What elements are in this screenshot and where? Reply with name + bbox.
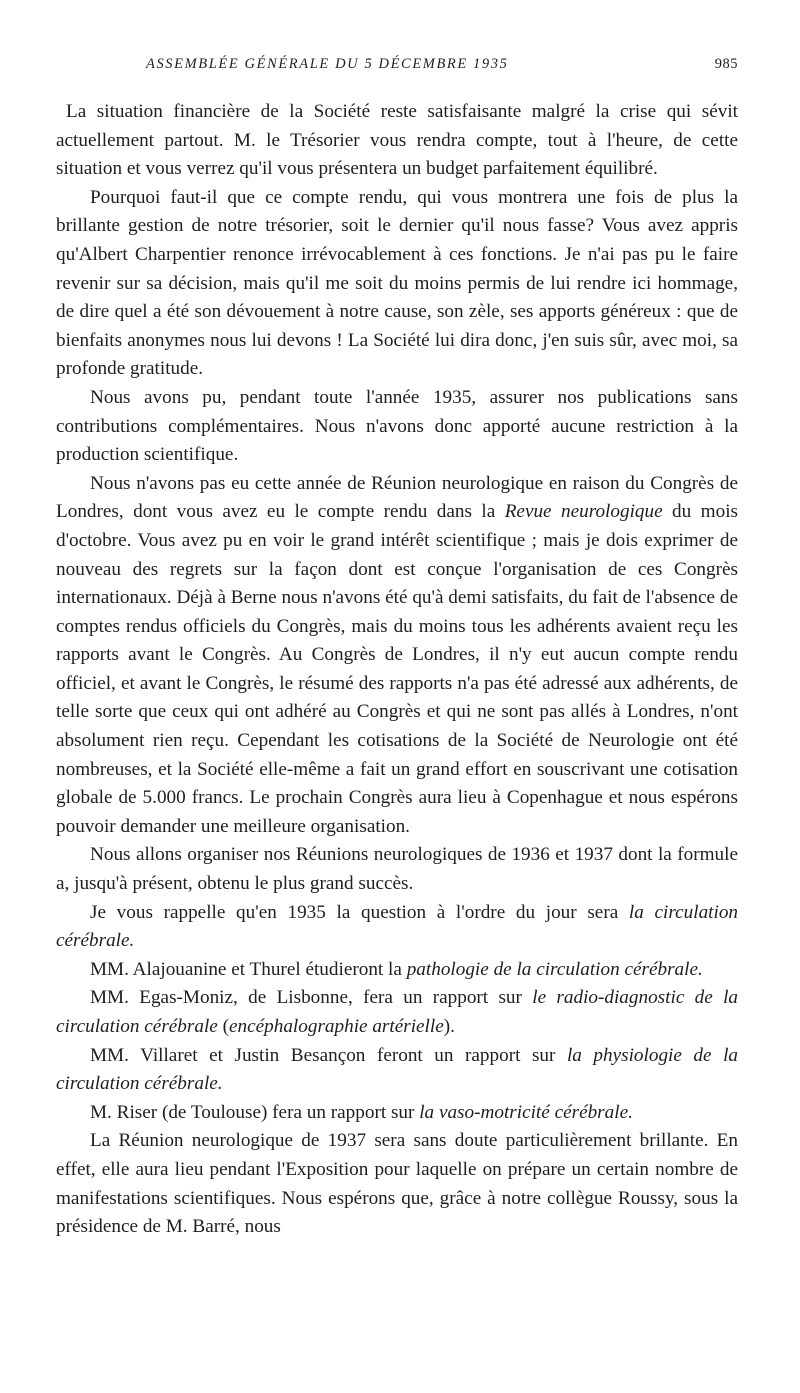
paragraph-text: M. Riser (de Toulouse) fera un rapport sur: [90, 1101, 415, 1123]
paragraph-london-congress: [56, 470, 738, 842]
paragraph-text: MM. Villaret et Justin Besançon feront un rapport sur: [90, 1044, 556, 1066]
paragraph-text: du mois d'octobre. Vous avez pu en voir le grand intérêt scientifique ; mais je dois exprimer de nouveau des regrets sur la façon dont est conçue l'organisation de ces Congrès internationaux. Déjà à Berne nous n'avons été qu'à demi satisfaits, du fait de l'absence de comptes rendus officiels du Congrès, mais du moins tous les adhérents avaient reçu les rapports avant le Congrès. Au Congrès de Londres, il n'y eut aucun compte rendu officiel, et avant le Congrès, le résumé des rapports n'a pas été adressé aux adhérents, de telle sorte que ceux qui ont adhéré au Congrès et qui ne sont pas allés à Londres, n'ont absolument rien reçu. Cependant les cotisations de la Société de Neurologie ont été nombreuses, et la Société elle-même a fait un grand effort en souscrivant une cotisation globale de 5.000 francs. Le prochain Congrès aura lieu à Copenhague et nous espérons pouvoir demander une meilleure organisation.: [56, 501, 738, 837]
body-text: [56, 98, 738, 1242]
paragraph-egas-moniz: [56, 984, 738, 1041]
journal-title: Revue neurologique: [504, 501, 663, 523]
running-header: [56, 50, 738, 80]
topic-italic: la circulation cérébrale.: [56, 901, 739, 952]
topic-italic: la vaso-motricité cérébrale.: [419, 1101, 633, 1123]
paragraph-agenda: [56, 899, 738, 956]
paren-close: ).: [443, 1016, 455, 1037]
paragraph-text: La situation financière de la Société reste satisfaisante malgré la crise qui sévit actuellement partout. M. le Trésorier vous rendra compte, tout à l'heure, de cette situation et vous verrez qu'il vous présentera un budget parfaitement équilibré.: [56, 101, 738, 180]
paragraph-alajouanine: [56, 956, 738, 985]
paragraph-treasurer: [56, 184, 738, 384]
paragraph-text: Nous allons organiser nos Réunions neurologiques de 1936 et 1937 dont la formule a, jusqu'à présent, obtenu le plus grand succès.: [56, 844, 738, 895]
paragraph-villaret: [56, 1042, 738, 1099]
paragraph-text: Pourquoi faut-il que ce compte rendu, qui vous montrera une fois de plus la brillante gestion de notre trésorier, soit le dernier qu'il nous fasse? Vous avez appris qu'Albert Charpentier renonce irrévocablement à ces fonctions. Je n'ai pas pu le faire revenir sur sa décision, mais qu'il me soit du moins permis de lui rendre ici hommage, de dire quel a été son dévouement à notre cause, son zèle, ses apports généreux : que de bienfaits anonymes nous lui devons ! La Société lui dira donc, j'en suis sûr, avec moi, sa profonde gratitude.: [56, 186, 738, 380]
topic-italic: pathologie de la circulation cérébrale.: [406, 958, 703, 980]
paragraph-text: Nous n'avons pas eu cette année de Réunion neurologique en raison du Congrès de Londres, dont vous avez eu le compte rendu dans la: [56, 472, 738, 523]
paragraph-reunions: [56, 841, 738, 898]
document-page: [56, 50, 738, 1242]
page-number: 985: [714, 56, 738, 72]
topic-italic: le radio-diagnostic de la circulation cérébrale: [56, 987, 739, 1037]
topic-italic: la physiologie de la circulation cérébrale.: [56, 1044, 739, 1095]
paragraph-publications: [56, 384, 738, 470]
paragraph-text: Je vous rappelle qu'en 1935 la question à l'ordre du jour sera: [90, 901, 619, 923]
paragraph-text: La Réunion neurologique de 1937 sera sans doute particulièrement brillante. En effet, elle aura lieu pendant l'Exposition pour laquelle on prépare un certain nombre de manifestations scientifiques. Nous espérons que, grâce à notre collègue Roussy, sous la présidence de M. Barré, nous: [56, 1130, 738, 1238]
topic-italic: encéphalographie artérielle: [229, 1016, 444, 1037]
paragraph-text: MM. Egas-Moniz, de Lisbonne, fera un rapport sur: [90, 987, 522, 1009]
paragraph-text: Nous avons pu, pendant toute l'année 1935, assurer nos publications sans contributions complémentaires. Nous n'avons donc apporté aucune restriction à la production scientifique.: [56, 386, 738, 466]
paren-open: (: [222, 1016, 229, 1037]
paragraph-riser: [56, 1099, 738, 1128]
paragraph-text: MM. Alajouanine et Thurel étudieront la: [90, 958, 402, 980]
running-title: ASSEMBLÉE GÉNÉRALE DU 5 DÉCEMBRE 1935: [146, 56, 509, 72]
paragraph-finances: [56, 98, 738, 184]
paragraph-reunion-1937: [56, 1127, 738, 1241]
